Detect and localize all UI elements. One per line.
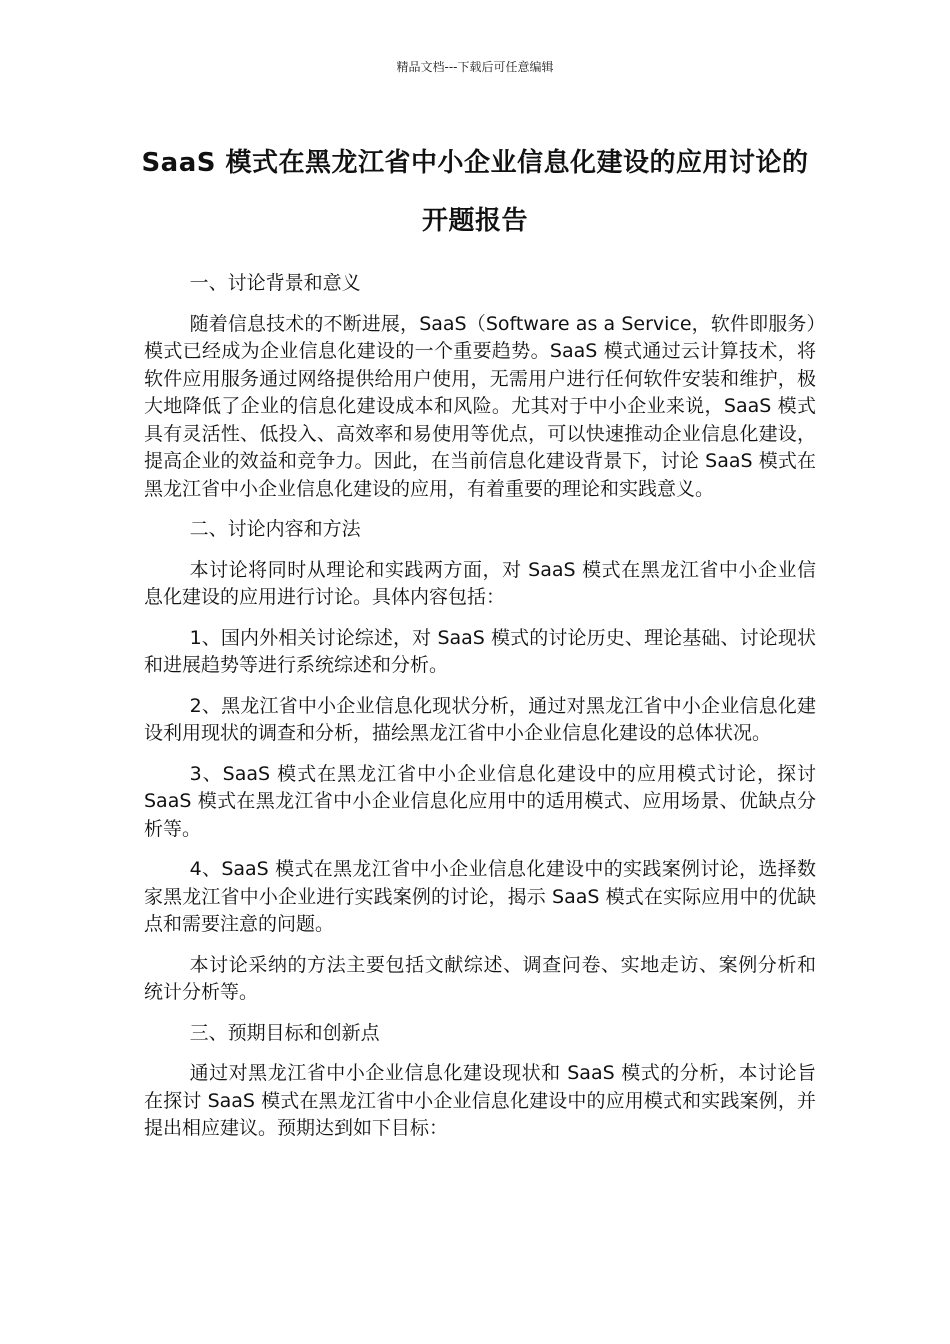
- list-item-1: 1、国内外相关讨论综述，对 SaaS 模式的讨论历史、理论基础、讨论现状和进展趋势等进行系统综述和分析。: [144, 626, 816, 676]
- paragraph-goals: 通过对黑龙江省中小企业信息化建设现状和 SaaS 模式的分析，本讨论旨在探讨 SaaS 模式在黑龙江省中小企业信息化建设中的应用模式和实践案例，并提出相应建议。预期达到如下目标：: [144, 1062, 816, 1139]
- list-item-2: 2、黑龙江省中小企业信息化现状分析，通过对黑龙江省中小企业信息化建设利用现状的调查和分析，描绘黑龙江省中小企业信息化建设的总体状况。: [144, 694, 816, 744]
- page-header-note: 精品文档---下载后可任意编辑: [396, 60, 554, 74]
- section-heading-content-methods: 二、讨论内容和方法: [189, 518, 361, 540]
- document-title: SaaS 模式在黑龙江省中小企业信息化建设的应用讨论的开题报告: [141, 148, 809, 236]
- paragraph-methods: 本讨论采纳的方法主要包括文献综述、调查问卷、实地走访、案例分析和统计分析等。: [144, 953, 816, 1003]
- list-item-3: 3、SaaS 模式在黑龙江省中小企业信息化建设中的应用模式讨论，探讨 SaaS 模式在黑龙江省中小企业信息化应用中的适用模式、应用场景、优缺点分析等。: [144, 762, 816, 840]
- document-body: [144, 270, 816, 1156]
- list-item-4: 4、SaaS 模式在黑龙江省中小企业信息化建设中的实践案例讨论，选择数家黑龙江省中小企业进行实践案例的讨论，揭示 SaaS 模式在实际应用中的优缺点和需要注意的问题。: [144, 858, 816, 935]
- paragraph-background: 随着信息技术的不断进展，SaaS（Software as a Service，软件即服务）模式已经成为企业信息化建设的一个重要趋势。SaaS 模式通过云计算技术，将软件应用服务通过网络提供给用户使用，无需用户进行任何软件安装和维护，极大地降低了企业的信息化建设成本和风险。尤其对于中小企业来说，SaaS 模式具有灵活性、低投入、高效率和易使用等优点，可以快速推动企业信息化建设，提高企业的效益和竞争力。因此，在当前信息化建设背景下，讨论 SaaS 模式在黑龙江省中小企业信息化建设的应用，有着重要的理论和实践意义。: [144, 312, 816, 500]
- section-heading-goals: 三、预期目标和创新点: [189, 1021, 380, 1044]
- section-heading-background: 一、讨论背景和意义: [189, 272, 361, 294]
- paragraph-content-intro: 本讨论将同时从理论和实践两方面，对 SaaS 模式在黑龙江省中小企业信息化建设的应用进行讨论。具体内容包括：: [144, 558, 816, 608]
